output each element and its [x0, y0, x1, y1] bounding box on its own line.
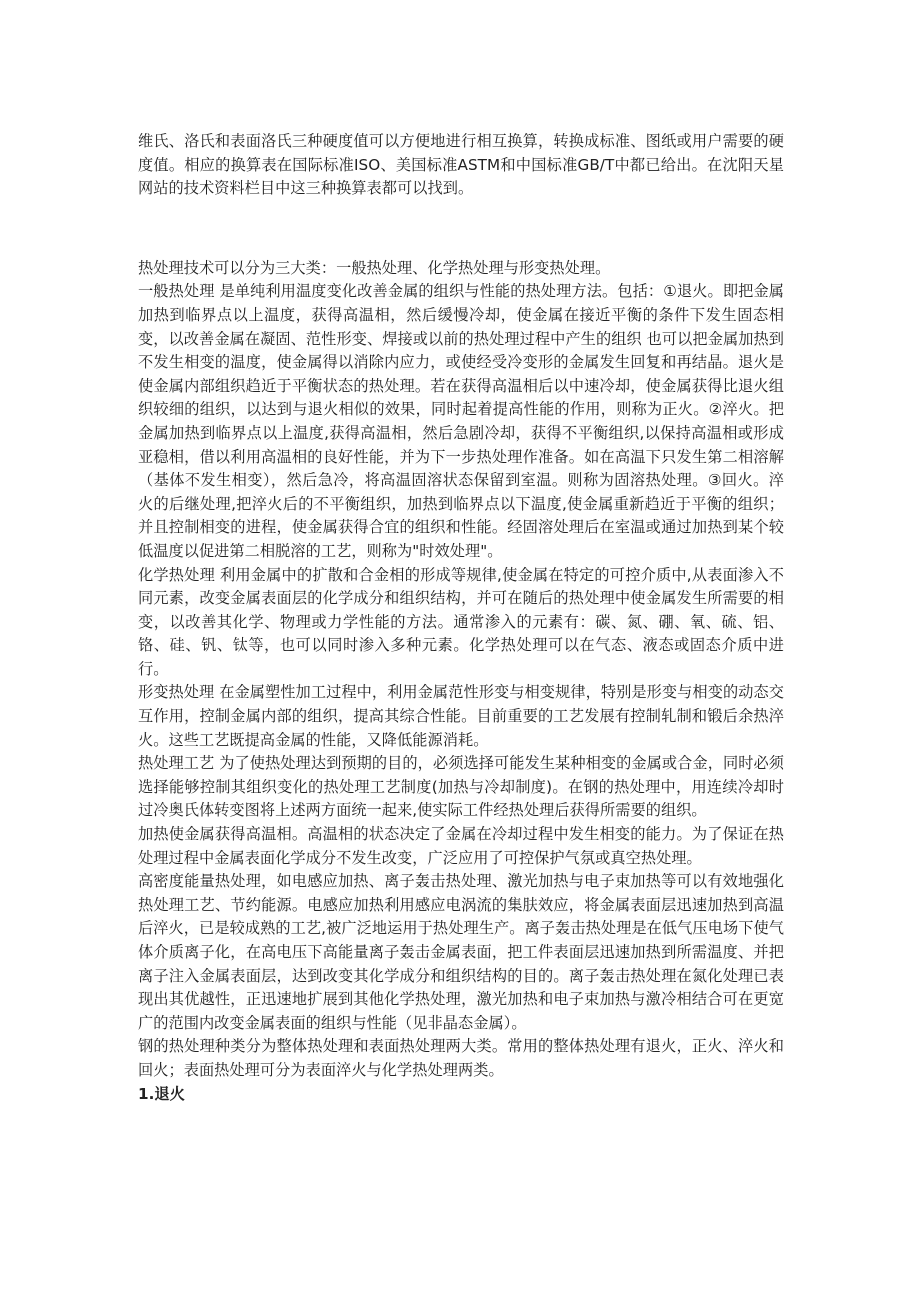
- paragraph-general-heat-treatment: 一般热处理 是单纯利用温度变化改善金属的组织与性能的热处理方法。包括：①退火。即把金属加热到临界点以上温度，获得高温相，然后缓慢冷却，使金属在接近平衡的条件下发生固态相变，以改善金属在凝固、范性形变、焊接或以前的热处理过程中产生的组织 也可以把金属加热到不发生相变的温度，使金属得以消除内应力，或使经受冷变形的金属发生回复和再结晶。退火是使金属内部组织趋近于平衡状态的热处理。若在获得高温相后以中速冷却，使金属获得比退火组织较细的组织，以达到与退火相似的效果，同时起着提高性能的作用，则称为正火。②淬火。把金属加热到临界点以上温度,获得高温相，然后急剧冷却，获得不平衡组织,以保持高温相或形成亚稳相，借以利用高温相的良好性能，并为下一步热处理作准备。如在高温下只发生第二相溶解（基体不发生相变），然后急冷，将高温固溶状态保留到室温。则称为固溶热处理。③回火。淬火的后继处理,把淬火后的不平衡组织，加热到临界点以下温度,使金属重新趋近于平衡的组织；并且控制相变的进程，使金属获得合宜的组织和性能。经固溶处理后在室温或通过加热到某个较低温度以促进第二相脱溶的工艺，则称为"时效处理"。: [138, 282, 784, 560]
- paragraph-heating: 加热使金属获得高温相。高温相的状态决定了金属在冷却过程中发生相变的能力。为了保证在热处理过程中金属表面化学成分不发生改变，广泛应用了可控保护气氛或真空热处理。: [138, 825, 784, 867]
- paragraph-chemical-heat-treatment: 化学热处理 利用金属中的扩散和合金相的形成等规律,使金属在特定的可控介质中,从表面渗入不同元素，改变金属表面层的化学成分和组织结构，并可在随后的热处理中使金属发生所需要的相变，以改善其化学、物理或力学性能的方法。通常渗入的元素有：碳、氮、硼、氧、硫、铝、铬、硅、钒、钛等，也可以同时渗入多种元素。化学热处理可以在气态、液态或固态介质中进行。: [138, 565, 784, 678]
- paragraph-steel-heat-treatment-types: 钢的热处理种类分为整体热处理和表面热处理两大类。常用的整体热处理有退火，正火、淬火和回火；表面热处理可分为表面淬火与化学热处理两类。: [138, 1037, 784, 1079]
- paragraph-overview: 热处理技术可以分为三大类：一般热处理、化学热处理与形变热处理。: [138, 258, 611, 277]
- intro-paragraph: 维氏、洛氏和表面洛氏三种硬度值可以方便地进行相互换算，转换成标准、图纸或用户需要的硬度值。相应的换算表在国际标准ISO、美国标准ASTM和中国标准GB/T中都已给出。在沈阳天星网站的技术资料栏目中这三种换算表都可以找到。: [138, 132, 784, 198]
- paragraph-deformation-heat-treatment: 形变热处理 在金属塑性加工过程中，利用金属范性形变与相变规律，特别是形变与相变的动态交互作用，控制金属内部的组织，提高其综合性能。目前重要的工艺发展有控制轧制和锻后余热淬火。这些工艺既提高金属的性能，又降低能源消耗。: [138, 683, 784, 749]
- main-section: [138, 257, 784, 1106]
- intro-section: [138, 130, 784, 201]
- paragraph-high-density-energy: 高密度能量热处理，如电感应加热、离子轰击热处理、激光加热与电子束加热等可以有效地强化热处理工艺、节约能源。电感应加热利用感应电涡流的集肤效应，将金属表面层迅速加热到高温后淬火，已是较成熟的工艺,被广泛地运用于热处理生产。离子轰击热处理是在低气压电场下使气体介质离子化，在高电压下高能量离子轰击金属表面，把工件表面层迅速加热到所需温度、并把离子注入金属表面层，达到改变其化学成分和组织结构的目的。离子轰击热处理在氮化处理已表现出其优越性，正迅速地扩展到其他化学热处理，激光加热和电子束加热与激冷相结合可在更宽广的范围内改变金属表面的组织与性能（见非晶态金属）。: [138, 872, 784, 1032]
- section-heading-annealing: 1.退火: [138, 1084, 185, 1103]
- document-page: [138, 130, 784, 1106]
- paragraph-heat-treatment-process: 热处理工艺 为了使热处理达到预期的目的，必须选择可能发生某种相变的金属或合金，同时必须选择能够控制其组织变化的热处理工艺制度(加热与冷却制度)。在钢的热处理中，用连续冷却时过冷奥氏体转变图将上述两方面统一起来,使实际工件经热处理后获得所需要的组织。: [138, 754, 784, 820]
